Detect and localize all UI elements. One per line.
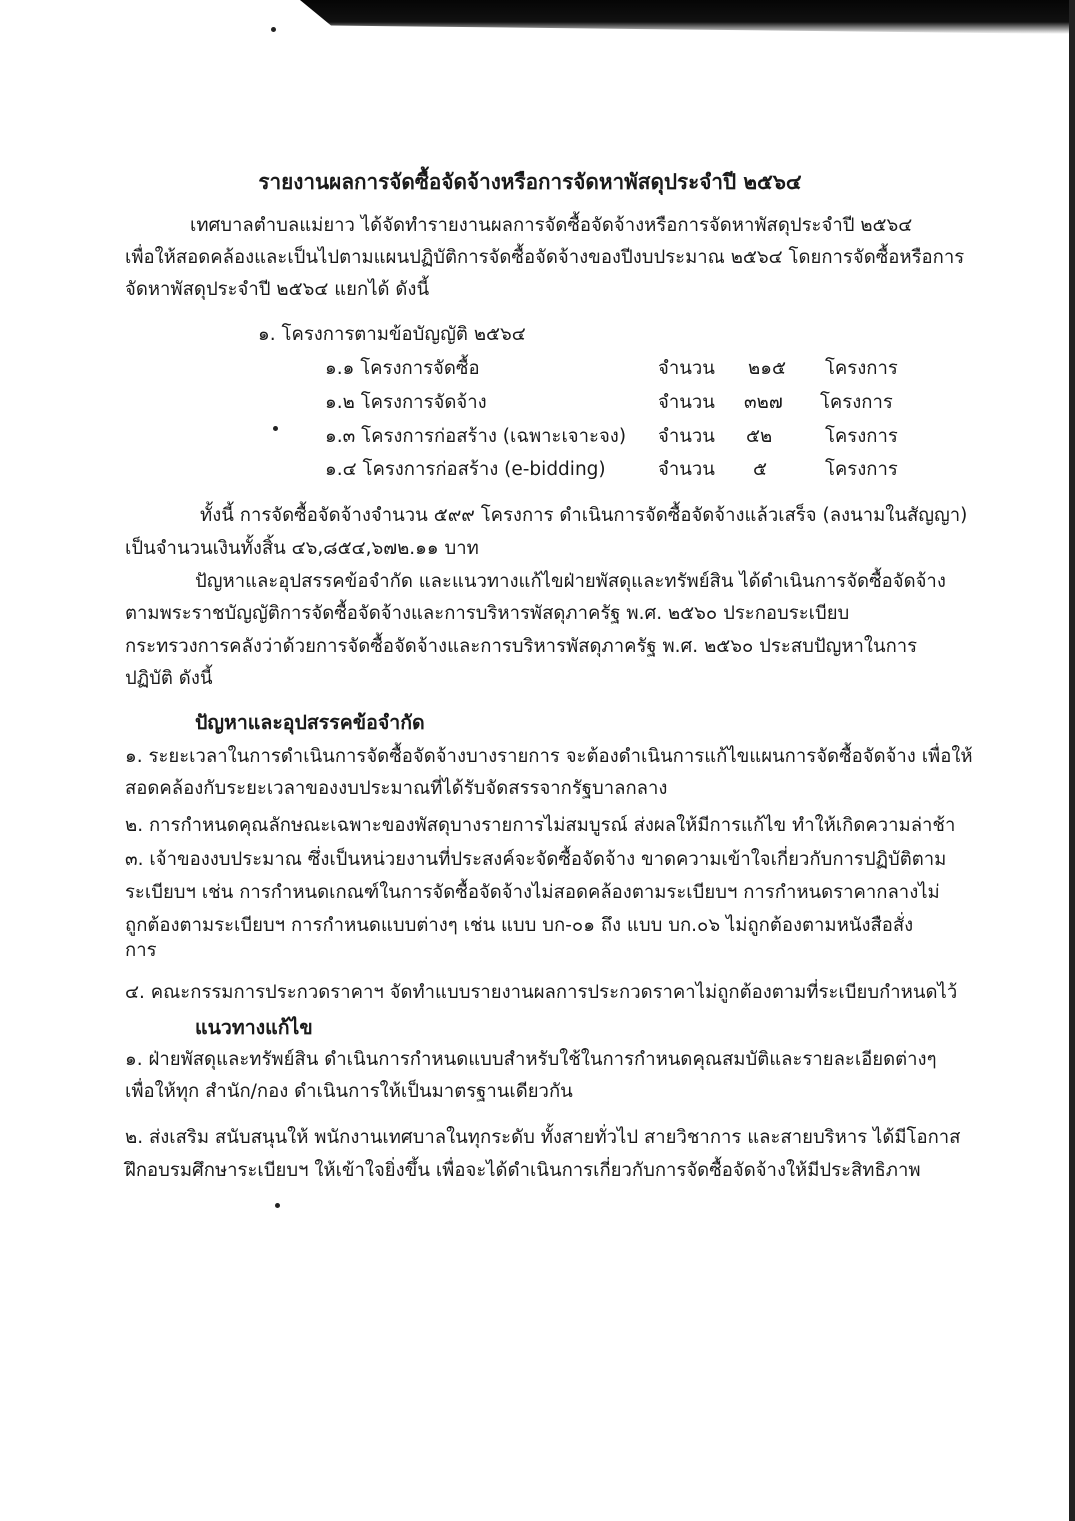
- solution-line: ๑. ฝ่ายพัสดุและทรัพย์สิน ดำเนินการกำหนดแบบสำหรับใช้ในการกำหนดคุณสมบัติและรายละเอียดต่างๆ: [125, 1049, 937, 1070]
- scan-edge-shadow: [300, 0, 1075, 34]
- project-label: ๑.๔ โครงการก่อสร้าง (e-bidding): [325, 459, 606, 480]
- scan-speck: [271, 27, 276, 32]
- project-row: [0, 457, 1075, 483]
- solution-line: ๒. ส่งเสริม สนับสนุนให้ พนักงานเทศบาลในทุกระดับ ทั้งสายทั่วไป สายวิชาการ และสายบริหาร ได้มีโอกาส: [125, 1127, 961, 1148]
- problem-line: ๓. เจ้าของงบประมาณ ซึ่งเป็นหน่วยงานที่ประสงค์จะจัดซื้อจัดจ้าง ขาดความเข้าใจเกี่ยวกับการปฏิบัติตาม: [125, 849, 947, 870]
- project-row: [0, 356, 1075, 382]
- section1-heading: ๑. โครงการตามข้อบัญญัติ ๒๕๖๔: [258, 324, 526, 345]
- project-count: ๓๒๗: [744, 392, 783, 413]
- solutions-heading: แนวทางแก้ไข: [195, 1016, 313, 1039]
- project-count-word: จำนวน: [658, 459, 715, 480]
- intro-line: เพื่อให้สอดคล้องและเป็นไปตามแผนปฏิบัติการจัดซื้อจัดจ้างของปีงบประมาณ ๒๕๖๔ โดยการจัดซื้อหรือการ: [125, 247, 965, 268]
- problems-intro-line: กระทรวงการคลังว่าด้วยการจัดซื้อจัดจ้างและการบริหารพัสดุภาครัฐ พ.ศ. ๒๕๖๐ ประสบปัญหาในการ: [125, 636, 918, 657]
- problem-line: สอดคล้องกับระยะเวลาของงบประมาณที่ได้รับจัดสรรจากรัฐบาลกลาง: [125, 778, 668, 799]
- project-label: ๑.๓ โครงการก่อสร้าง (เฉพาะเจาะจง): [325, 426, 627, 447]
- project-unit: โครงการ: [825, 459, 898, 480]
- project-count-word: จำนวน: [658, 426, 715, 447]
- solution-line: เพื่อให้ทุก สำนัก/กอง ดำเนินการให้เป็นมาตรฐานเดียวกัน: [125, 1081, 573, 1102]
- scan-edge-right: [1069, 0, 1075, 1521]
- project-unit: โครงการ: [825, 358, 898, 379]
- project-count: ๒๑๕: [748, 358, 786, 379]
- problem-line: ๑. ระยะเวลาในการดำเนินการจัดซื้อจัดจ้างบางรายการ จะต้องดำเนินการแก้ไขแผนการจัดซื้อจัดจ้าง เพื่อให้: [125, 746, 973, 767]
- solution-line: ฝึกอบรมศึกษาระเบียบฯ ให้เข้าใจยิ่งขึ้น เพื่อจะได้ดำเนินการเกี่ยวกับการจัดซื้อจัดจ้างให้มีประสิทธิภาพ: [125, 1160, 921, 1181]
- problem-line: ๔. คณะกรรมการประกวดราคาฯ จัดทำแบบรายงานผลการประกวดราคาไม่ถูกต้องตามที่ระเบียบกำหนดไว้: [125, 982, 958, 1003]
- problem-line: การ: [125, 940, 157, 961]
- problems-intro-line: ปัญหาและอุปสรรคข้อจำกัด และแนวทางแก้ไขฝ่ายพัสดุและทรัพย์สิน ได้ดำเนินการจัดซื้อจัดจ้าง: [195, 571, 946, 592]
- problem-line: ๒. การกำหนดคุณลักษณะเฉพาะของพัสดุบางรายการไม่สมบูรณ์ ส่งผลให้มีการแก้ไข ทำให้เกิดความล่าช้า: [125, 815, 956, 836]
- problems-heading: ปัญหาและอุปสรรคข้อจำกัด: [195, 711, 425, 734]
- project-unit: โครงการ: [820, 392, 893, 413]
- project-count: ๕: [753, 459, 768, 480]
- summary-line: เป็นจำนวนเงินทั้งสิ้น ๔๖,๘๕๔,๖๗๒.๑๑ บาท: [125, 538, 479, 559]
- problem-line: ถูกต้องตามระเบียบฯ การกำหนดแบบต่างๆ เช่น แบบ บก-๐๑ ถึง แบบ บก.๐๖ ไม่ถูกต้องตามหนังสือสั่ง: [125, 915, 914, 936]
- project-row: [0, 424, 1075, 450]
- project-count: ๕๒: [746, 426, 773, 447]
- project-row: [0, 390, 1075, 416]
- problems-intro-line: ปฏิบัติ ดังนี้: [125, 668, 213, 689]
- scan-speck: [275, 1203, 280, 1208]
- project-label: ๑.๑ โครงการจัดซื้อ: [325, 358, 480, 379]
- problems-intro-line: ตามพระราชบัญญัติการจัดซื้อจัดจ้างและการบริหารพัสดุภาครัฐ พ.ศ. ๒๕๖๐ ประกอบระเบียบ: [125, 603, 850, 624]
- document-title: รายงานผลการจัดซื้อจัดจ้างหรือการจัดหาพัสดุประจำปี ๒๕๖๔: [258, 170, 802, 194]
- project-label: ๑.๒ โครงการจัดจ้าง: [325, 392, 487, 413]
- project-count-word: จำนวน: [658, 358, 715, 379]
- problem-line: ระเบียบฯ เช่น การกำหนดเกณฑ์ในการจัดซื้อจัดจ้างไม่สอดคล้องตามระเบียบฯ การกำหนดราคากลางไม่: [125, 882, 940, 903]
- intro-line: จัดหาพัสดุประจำปี ๒๕๖๔ แยกได้ ดังนี้: [125, 279, 430, 300]
- summary-line: ทั้งนี้ การจัดซื้อจัดจ้างจำนวน ๕๙๙ โครงการ ดำเนินการจัดซื้อจัดจ้างแล้วเสร็จ (ลงนามในสัญญา): [200, 505, 968, 526]
- intro-line: เทศบาลตำบลแม่ยาว ได้จัดทำรายงานผลการจัดซื้อจัดจ้างหรือการจัดหาพัสดุประจำปี ๒๕๖๔: [190, 215, 913, 236]
- project-count-word: จำนวน: [658, 392, 715, 413]
- project-unit: โครงการ: [825, 426, 898, 447]
